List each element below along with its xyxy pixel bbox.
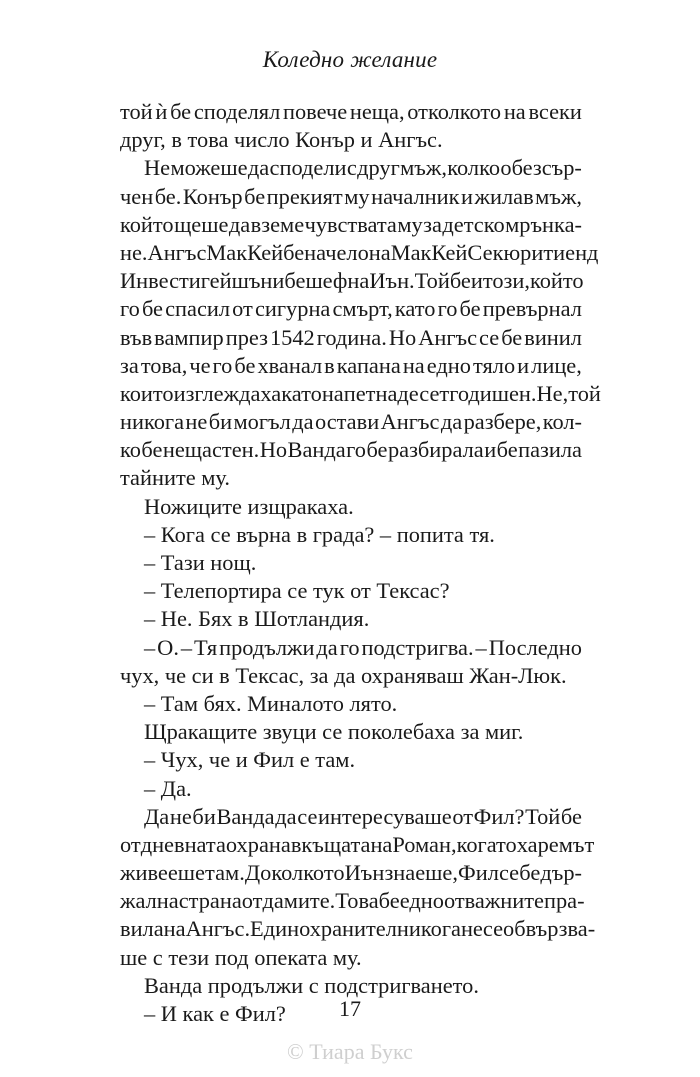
text-line: – Там бях. Миналото лято. [144,690,398,716]
text-line: никога не би могъл да остави Ангъс да разбере, кол- [120,409,582,435]
text-line: Ножиците изщракаха. [144,493,354,519]
text-line: вила на Ангъс. Един охранител никога не се обвързва- [120,916,596,942]
text-line: ко бе нещастен. Но Ванда го бе разбирала и бе пазила [120,437,582,463]
text-line: той ѝ бе споделял повече неща, отколкото на всеки [120,99,582,124]
text-line: ше с тези под опеката му. [120,944,362,970]
text-line: които изглеждаха като на петнадесетгодишен. Не, той [120,380,601,406]
copyright-watermark: © Тиара Букс [287,1039,413,1064]
text-line: Не можеше да сподели с друг мъж, колко обезсър- [144,155,582,181]
text-line: – Да. [144,775,192,801]
text-line: чен бе. Конър бе прекият му началник и жилав мъж, [120,183,582,209]
text-line: жал настрана от дамите. Това бе едно от важните пра- [120,888,585,914]
text-line: Да не би Ванда да се интересуваше от Фил? Той бе [144,803,582,829]
text-line: не. Ангъс МакКей бе начело на МакКей Секюрити енд [120,239,599,265]
running-head: Коледно желание [262,47,438,72]
text-line: го бе спасил от сигурна смърт, като го бе превърнал [120,296,582,322]
text-line: – О. – Тя продължи да го подстригва. – Последно [144,634,582,660]
text-line: – Чух, че и Фил е там. [144,747,356,773]
text-line: който щеше да вземе чувствата му за детско мрънка- [120,211,582,237]
text-line: – Не. Бях в Шотландия. [144,606,370,632]
text-line: във вампир през 1542 година. Но Ангъс се бе винил [120,324,582,350]
text-line: – Тази нощ. [144,550,257,575]
text-line: тайните му. [120,465,230,491]
text-line: – Кога се върна в града? – попита тя. [144,521,495,547]
text-line: от дневната охрана в къщата на Роман, когато харемът [120,831,595,857]
text-line: – И как е Фил? [144,1001,286,1026]
text-line: чух, че си в Тексас, за да охраняваш Жан-Люк. [120,662,567,688]
text-line: живееше там. Доколкото Иън знаеше, Фил се бе дър- [120,860,582,886]
text-line: – Телепортира се тук от Тексас? [144,578,450,604]
text-line: Щракащите звуци се поколебаха за миг. [144,719,524,745]
body-text [120,98,601,1028]
page-number: 17 [339,996,361,1021]
text-line: Ванда продължи с подстригването. [144,972,479,998]
text-line: за това, че го бе хванал в капана на едно тяло и лице, [120,352,582,378]
text-line: Инвестигейшън и бе шеф на Иън. Той бе и този, който [120,268,584,294]
text-line: друг, в това число Конър и Ангъс. [120,127,443,153]
